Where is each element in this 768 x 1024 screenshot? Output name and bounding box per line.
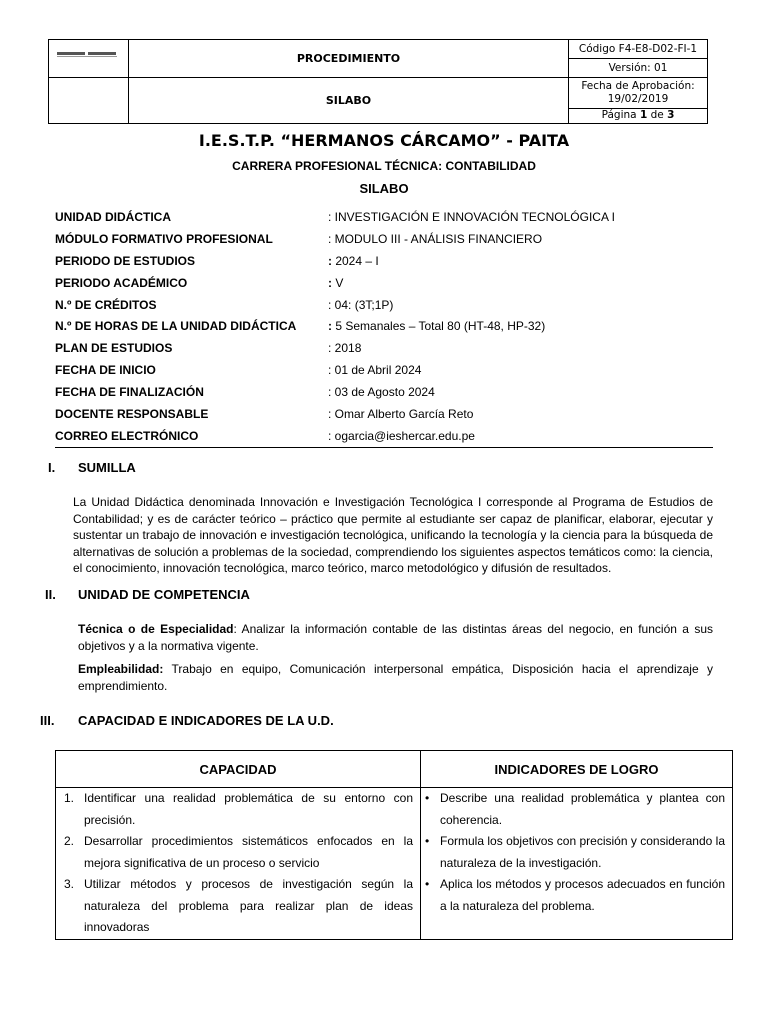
document-header (48, 39, 708, 124)
career-title: CARRERA PROFESIONAL TÉCNICA: CONTABILIDAD (232, 159, 536, 173)
doc-type-label: SILABO (129, 78, 569, 124)
institution-logo (57, 52, 117, 58)
info-value: : V (328, 275, 344, 290)
info-row (55, 207, 715, 229)
info-value: : 03 de Agosto 2024 (328, 385, 435, 400)
course-info (55, 207, 715, 448)
info-row (55, 273, 715, 295)
info-label: PLAN DE ESTUDIOS (55, 341, 173, 356)
list-item: • Formula los objetivos con precisión y considerando la naturaleza de la investigación. (421, 831, 732, 874)
capacidad-cell (56, 788, 421, 940)
page-total: 3 (667, 109, 675, 122)
sumilla-text: La Unidad Didáctica denominada Innovación e Investigación Tecnológica I corresponde al Programa de Estudios de Contabilidad; y es de carácter teórico – práctico que permite al estudiante ser capaz de planificar, elaborar, ejecutar y sustentar un trabajo de innovación e investigación tecnológica, unificando la tecnología y la ciencia para la búsqueda de alternativas de solución a problemas de la sociedad, comprendiendo los siguientes aspectos temáticos como: la ciencia, el conocimiento, innovación tecnológica, marco teórico, marco metodológico y difusión de resultados. (73, 495, 713, 575)
capacidad-table (55, 750, 733, 940)
list-item: 2. Desarrollar procedimientos sistemáticos enfocados en la mejora significativa de un proceso o servicio (64, 834, 413, 870)
indicadores-cell (421, 788, 733, 940)
indicadores-header: INDICADORES DE LOGRO (421, 751, 733, 788)
info-value: : MODULO III - ANÁLISIS FINANCIERO (328, 231, 543, 246)
list-item: • Describe una realidad problemática y plantea con coherencia. (421, 788, 732, 831)
info-label: MÓDULO FORMATIVO PROFESIONAL (55, 231, 273, 246)
info-value: : 01 de Abril 2024 (328, 363, 422, 378)
approval-date: 19/02/2019 (607, 93, 669, 106)
logo-cell (49, 40, 129, 78)
info-value: : 5 Semanales – Total 80 (HT-48, HP-32) (328, 319, 546, 334)
divider (55, 447, 713, 448)
info-label: PERIODO ACADÉMICO (55, 275, 188, 290)
info-row (55, 404, 715, 426)
info-row (55, 360, 715, 382)
empleabilidad-label: Empleabilidad: (78, 662, 164, 676)
list-item: • Aplica los métodos y procesos adecuados en función a la naturaleza del problema. (421, 874, 732, 917)
info-value: : 2018 (328, 341, 362, 356)
info-row (55, 338, 715, 360)
document-version: Versión: 01 (569, 59, 708, 78)
info-value: : 2024 – I (328, 253, 379, 268)
info-value: : Omar Alberto García Reto (328, 407, 474, 422)
bullet-icon: • (425, 834, 430, 848)
approval-date-cell (569, 78, 708, 108)
info-value: : 04: (3T;1P) (328, 297, 394, 312)
competencia-tecnica: Técnica o de Especialidad: Analizar la información contable de las distintas áreas del negocio, en función a sus objetivos y a la normativa vigente. (78, 622, 714, 653)
syllabus-title: SILABO (359, 181, 409, 196)
info-row (55, 295, 715, 317)
list-item: 1. Identificar una realidad problemática de su entorno con precisión. (64, 791, 413, 827)
capacidad-header: CAPACIDAD (56, 751, 421, 788)
info-row (55, 251, 715, 273)
info-row (55, 382, 715, 404)
info-label: FECHA DE FINALIZACIÓN (55, 385, 204, 400)
indicadores-list (421, 788, 732, 917)
list-item: 3. Utilizar métodos y procesos de investigación según la naturaleza del problema para realizar plan de ideas innovadoras (64, 877, 413, 934)
bullet-icon: • (425, 791, 430, 805)
approval-label: Fecha de Aprobación: (581, 80, 695, 93)
info-label: DOCENTE RESPONSABLE (55, 407, 209, 422)
capacidad-list (56, 788, 420, 939)
page-number: Página 1 de 3 (569, 108, 708, 123)
info-row (55, 316, 715, 338)
info-value: : INVESTIGACIÓN E INNOVACIÓN TECNOLÓGICA I (328, 210, 615, 224)
info-label: UNIDAD DIDÁCTICA (55, 210, 171, 224)
procedure-label: PROCEDIMIENTO (129, 40, 569, 78)
institution-title: I.E.S.T.P. “HERMANOS CÁRCAMO” - PAITA (198, 131, 570, 150)
tecnica-label: Técnica o de Especialidad (78, 622, 234, 636)
document-code: Código F4-E8-D02-FI-1 (569, 40, 708, 59)
bullet-icon: • (425, 877, 430, 891)
competencia-empleabilidad: Empleabilidad: Trabajo en equipo, Comunicación interpersonal empática, Disposición hacia el aprendizaje y emprendimiento. (78, 662, 713, 693)
info-label: N.º DE CRÉDITOS (55, 297, 157, 312)
info-label: CORREO ELECTRÓNICO (55, 428, 199, 443)
info-label: FECHA DE INICIO (55, 363, 156, 378)
info-label: N.º DE HORAS DE LA UNIDAD DIDÁCTICA (55, 319, 297, 334)
info-value: : ogarcia@ieshercar.edu.pe (328, 428, 475, 443)
info-row (55, 229, 715, 251)
info-label: PERIODO DE ESTUDIOS (55, 253, 196, 268)
info-row (55, 426, 715, 448)
page-current: 1 (639, 109, 648, 122)
